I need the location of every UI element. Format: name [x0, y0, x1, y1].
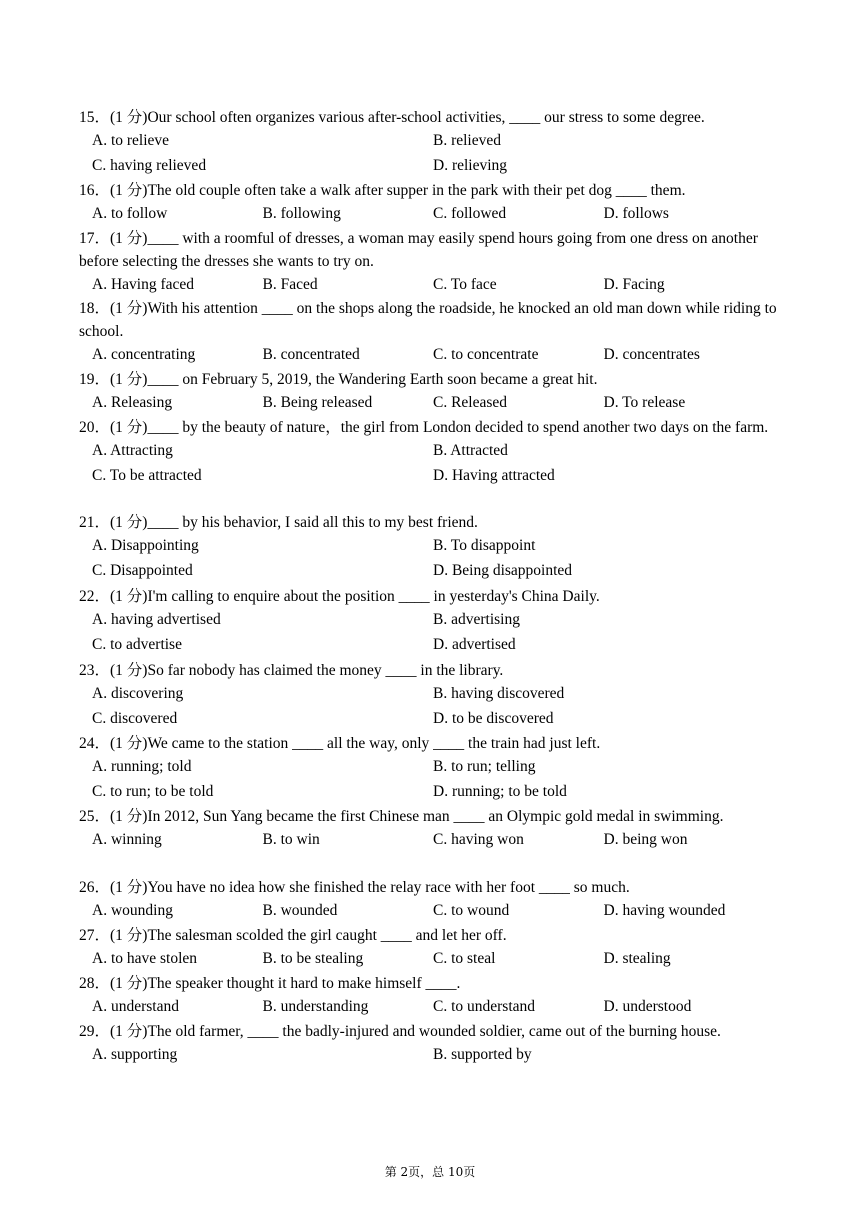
answer-option-b[interactable]: B. to win [262, 831, 320, 848]
question-18 [79, 297, 789, 366]
answer-option-b[interactable]: B. understanding [262, 998, 369, 1015]
answer-option-d[interactable]: D. having wounded [603, 902, 726, 919]
answer-option-c[interactable]: C. discovered [92, 710, 178, 727]
answer-option-c[interactable]: C. Released [433, 394, 508, 411]
answer-option-d[interactable]: D. being won [603, 831, 688, 848]
question-number: 24． [79, 735, 111, 752]
question-number: 20． [79, 419, 111, 436]
question-stem [79, 876, 789, 899]
answer-options [92, 608, 789, 656]
answer-option-b[interactable]: B. relieved [433, 132, 502, 149]
question-23 [79, 659, 789, 730]
question-points: (1 分) [110, 662, 148, 679]
answer-option-c[interactable]: C. to steal [433, 950, 496, 967]
question-stem [79, 179, 789, 202]
answer-option-a[interactable]: A. Attracting [92, 442, 173, 459]
question-stem [79, 1020, 789, 1043]
answer-options [92, 273, 789, 296]
answer-option-b[interactable]: B. to run; telling [433, 758, 536, 775]
question-number: 25． [79, 808, 111, 825]
answer-option-a[interactable]: A. understand [92, 998, 179, 1015]
answer-option-c[interactable]: C. to concentrate [433, 346, 539, 363]
question-stem [79, 585, 789, 608]
question-stem [79, 297, 789, 343]
answer-options [92, 828, 789, 851]
answer-option-d[interactable]: D. stealing [603, 950, 671, 967]
answer-option-d[interactable]: D. running; to be told [433, 783, 567, 800]
question-points: (1 分) [110, 371, 148, 388]
answer-option-d[interactable]: D. follows [603, 205, 669, 222]
answer-options [92, 534, 789, 582]
answer-options [92, 202, 789, 225]
question-text: ____ by his behavior, I said all this to my best friend. [147, 514, 478, 531]
question-points: (1 分) [110, 514, 148, 531]
question-21 [79, 511, 789, 582]
answer-option-c[interactable]: C. to run; to be told [92, 783, 214, 800]
question-number: 15． [79, 109, 111, 126]
answer-option-a[interactable]: A. supporting [92, 1046, 178, 1063]
answer-option-b[interactable]: B. Faced [262, 276, 318, 293]
answer-option-b[interactable]: B. concentrated [262, 346, 360, 363]
question-points: (1 分) [110, 927, 148, 944]
question-25 [79, 805, 789, 851]
question-text: ____ by the beauty of nature，the girl from London decided to spend another two days on the farm. [147, 419, 769, 436]
question-text: With his attention ____ on the shops along the roadside, he knocked an old man down while riding to school. [79, 300, 777, 340]
answer-options [92, 391, 789, 414]
question-text: Our school often organizes various after-school activities, ____ our stress to some degree. [147, 109, 705, 126]
answer-option-b[interactable]: B. advertising [433, 611, 520, 628]
question-number: 22． [79, 588, 111, 605]
page-footer: 第 2页，总 10页 [384, 1165, 476, 1179]
answer-option-c[interactable]: C. to wound [433, 902, 510, 919]
question-stem [79, 416, 789, 439]
question-29 [79, 1020, 789, 1066]
question-stem [79, 511, 789, 534]
answer-option-d[interactable]: D. advertised [433, 636, 516, 653]
question-number: 21． [79, 514, 111, 531]
question-number: 29． [79, 1023, 111, 1040]
question-stem [79, 732, 789, 755]
answer-option-a[interactable]: A. concentrating [92, 346, 196, 363]
answer-option-c[interactable]: C. Disappointed [92, 562, 193, 579]
question-points: (1 分) [110, 735, 148, 752]
question-stem [79, 972, 789, 995]
question-points: (1 分) [110, 879, 148, 896]
answer-option-d[interactable]: D. Having attracted [433, 467, 555, 484]
answer-option-a[interactable]: A. discovering [92, 685, 184, 702]
question-text: The old farmer, ____ the badly-injured and wounded soldier, came out of the burning house. [147, 1023, 721, 1040]
answer-option-d[interactable]: D. understood [603, 998, 692, 1015]
question-28 [79, 972, 789, 1018]
question-points: (1 分) [110, 588, 148, 605]
answer-options [92, 129, 789, 177]
question-points: (1 分) [110, 230, 148, 247]
answer-option-a[interactable]: A. to relieve [92, 132, 170, 149]
question-text: The speaker thought it hard to make himself ____. [147, 975, 461, 992]
answer-options [92, 682, 789, 730]
question-stem [79, 106, 789, 129]
answer-options [92, 1043, 789, 1066]
answer-options [92, 439, 789, 487]
answer-option-a[interactable]: A. Having faced [92, 276, 194, 293]
answer-option-c[interactable]: C. to understand [433, 998, 536, 1015]
answer-option-b[interactable]: B. supported by [433, 1046, 532, 1063]
answer-option-a[interactable]: A. wounding [92, 902, 173, 919]
question-19 [79, 368, 789, 414]
answer-option-d[interactable]: D. concentrates [603, 346, 700, 363]
question-number: 27． [79, 927, 111, 944]
question-22 [79, 585, 789, 656]
answer-option-c[interactable]: C. followed [433, 205, 507, 222]
answer-option-a[interactable]: A. having advertised [92, 611, 221, 628]
question-number: 26． [79, 879, 111, 896]
answer-option-d[interactable]: D. relieving [433, 157, 508, 174]
question-text: In 2012, Sun Yang became the first Chinese man ____ an Olympic gold medal in swimming. [147, 808, 724, 825]
answer-option-c[interactable]: C. To face [433, 276, 497, 293]
question-stem [79, 368, 789, 391]
question-text: I'm calling to enquire about the position ____ in yesterday's China Daily. [147, 588, 600, 605]
question-stem [79, 924, 789, 947]
answer-options [92, 343, 789, 366]
question-text: ____ on February 5, 2019, the Wandering Earth soon became a great hit. [147, 371, 598, 388]
answer-option-a[interactable]: A. to follow [92, 205, 168, 222]
answer-option-d[interactable]: D. Facing [603, 276, 665, 293]
question-text: ____ with a roomful of dresses, a woman may easily spend hours going from one dress on another before selecting the dresses she wants to try on. [79, 230, 758, 270]
question-number: 17． [79, 230, 111, 247]
answer-options [92, 947, 789, 970]
question-text: The old couple often take a walk after supper in the park with their pet dog ____ them. [147, 182, 686, 199]
question-number: 18． [79, 300, 111, 317]
answer-option-d[interactable]: D. To release [603, 394, 686, 411]
question-number: 16． [79, 182, 111, 199]
question-points: (1 分) [110, 300, 148, 317]
question-points: (1 分) [110, 419, 148, 436]
question-number: 23． [79, 662, 111, 679]
question-text: You have no idea how she finished the relay race with her foot ____ so much. [147, 879, 630, 896]
answer-options [92, 995, 789, 1018]
question-points: (1 分) [110, 1023, 148, 1040]
question-20 [79, 416, 789, 487]
answer-option-b[interactable]: B. To disappoint [433, 537, 536, 554]
question-points: (1 分) [110, 109, 148, 126]
question-text: The salesman scolded the girl caught ____ and let her off. [147, 927, 507, 944]
question-stem [79, 227, 789, 273]
answer-options [92, 755, 789, 803]
answer-option-c[interactable]: C. having won [433, 831, 524, 848]
answer-option-d[interactable]: D. Being disappointed [433, 562, 573, 579]
answer-option-b[interactable]: B. Attracted [433, 442, 508, 459]
answer-option-a[interactable]: A. running; told [92, 758, 192, 775]
question-24 [79, 732, 789, 803]
answer-option-b[interactable]: B. having discovered [433, 685, 565, 702]
question-27 [79, 924, 789, 970]
question-stem [79, 805, 789, 828]
question-text: We came to the station ____ all the way, only ____ the train had just left. [147, 735, 601, 752]
answer-option-a[interactable]: A. to have stolen [92, 950, 198, 967]
question-stem [79, 659, 789, 682]
answer-option-a[interactable]: A. winning [92, 831, 162, 848]
answer-option-c[interactable]: C. to advertise [92, 636, 182, 653]
answer-option-c[interactable]: C. having relieved [92, 157, 207, 174]
question-points: (1 分) [110, 808, 148, 825]
question-15 [79, 106, 789, 177]
answer-options [92, 899, 789, 922]
question-16 [79, 179, 789, 225]
question-points: (1 分) [110, 975, 148, 992]
answer-option-b[interactable]: B. Being released [262, 394, 373, 411]
question-number: 19． [79, 371, 111, 388]
question-points: (1 分) [110, 182, 148, 199]
answer-option-b[interactable]: B. to be stealing [262, 950, 364, 967]
question-number: 28． [79, 975, 111, 992]
answer-option-b[interactable]: B. following [262, 205, 341, 222]
answer-option-c[interactable]: C. To be attracted [92, 467, 202, 484]
answer-option-b[interactable]: B. wounded [262, 902, 338, 919]
answer-option-d[interactable]: D. to be discovered [433, 710, 554, 727]
answer-option-a[interactable]: A. Releasing [92, 394, 173, 411]
question-26 [79, 876, 789, 922]
question-text: So far nobody has claimed the money ____ in the library. [147, 662, 504, 679]
answer-option-a[interactable]: A. Disappointing [92, 537, 199, 554]
question-17 [79, 227, 789, 296]
